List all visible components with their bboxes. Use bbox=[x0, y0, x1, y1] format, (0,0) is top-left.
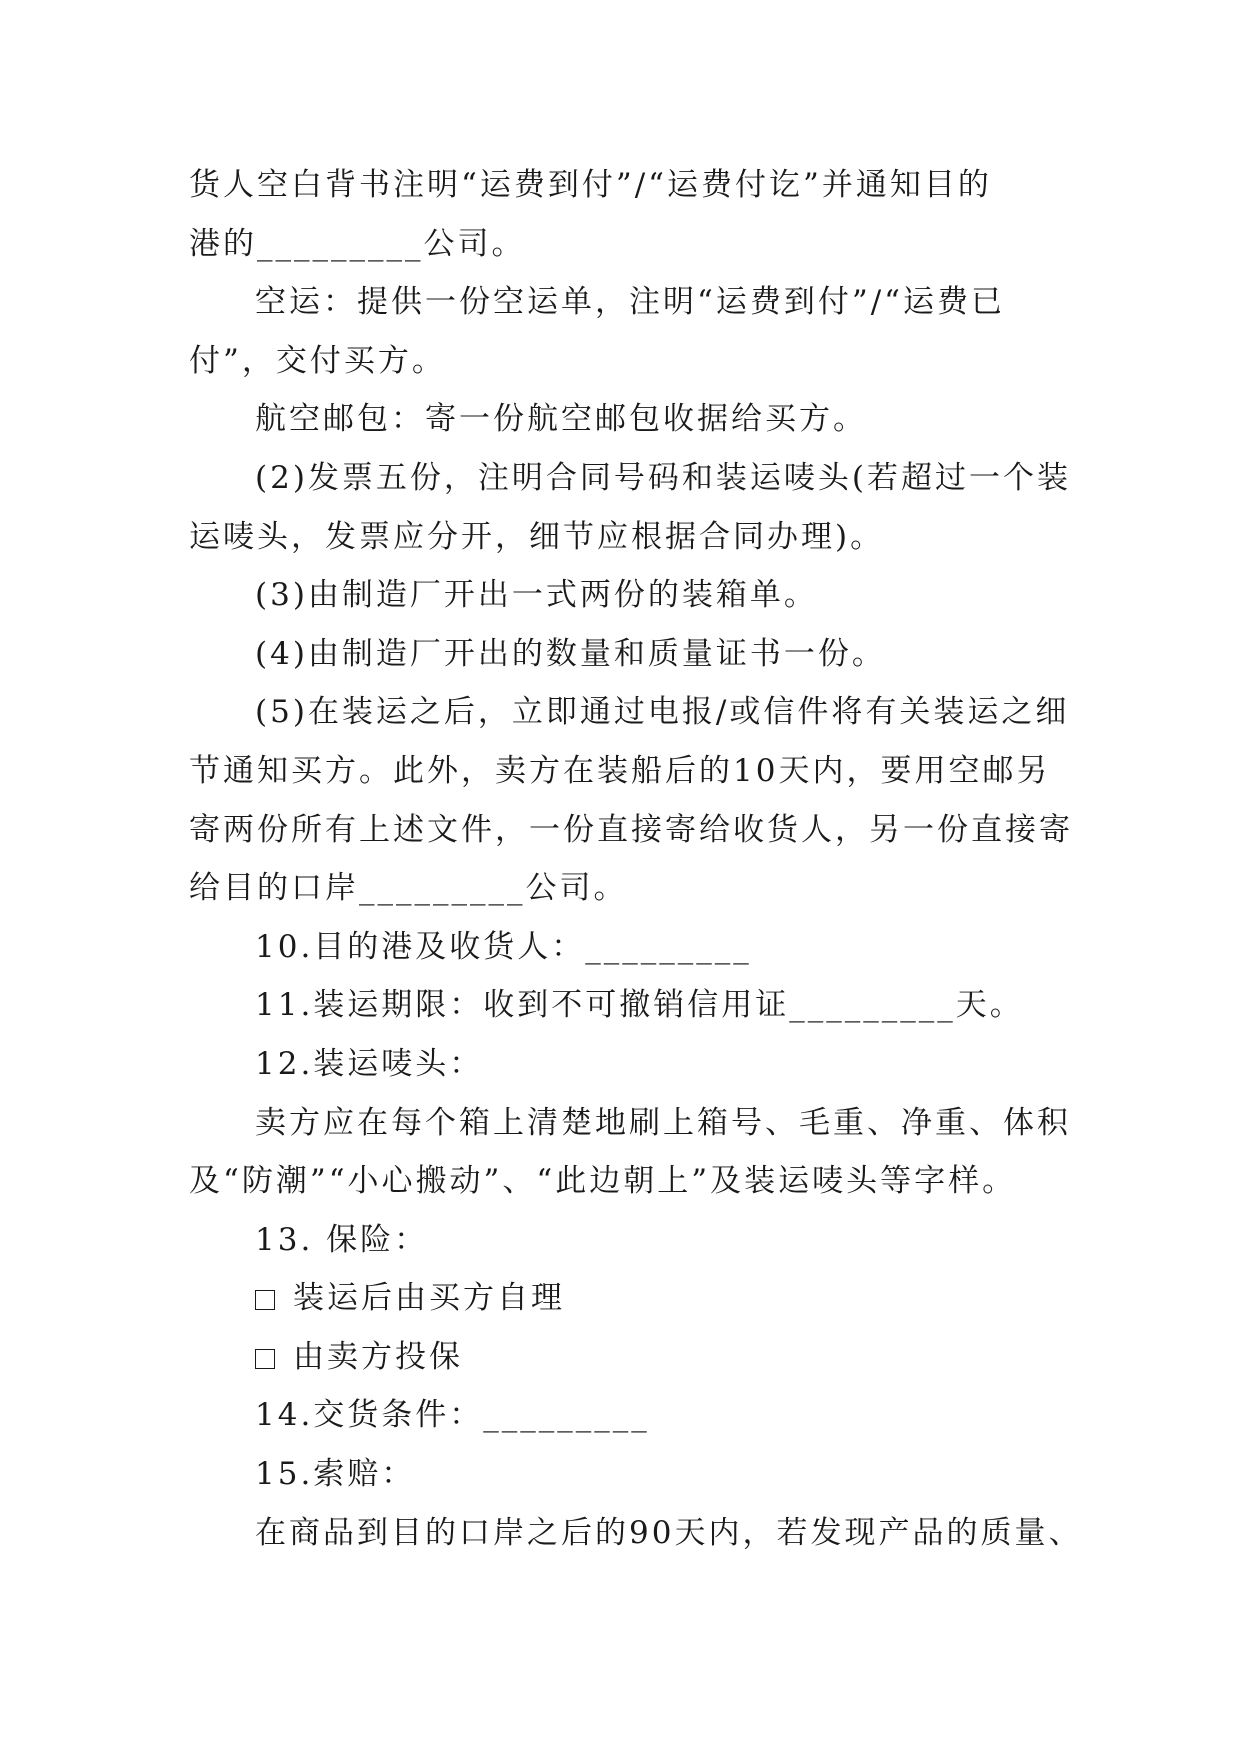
text-line: 货人空白背书注明“运费到付”/“运费付讫”并通知目的 bbox=[189, 167, 992, 203]
text-line: 运唛头，发票应分开，细节应根据合同办理)。 bbox=[189, 518, 885, 555]
checkbox-icon bbox=[255, 1290, 275, 1310]
text-line: 航空邮包：寄一份航空邮包收据给买方。 bbox=[255, 401, 867, 438]
text-line: 及“防潮”“小心搬动”、“此边朝上”及装运唛头等字样。 bbox=[189, 1163, 1017, 1200]
text-line: 15.索赔： bbox=[255, 1456, 416, 1493]
checkbox-label: 装运后由买方自理 bbox=[293, 1280, 565, 1317]
text-line: 10.目的港及收货人：_________ bbox=[255, 928, 752, 965]
checkbox-option-buyer-insures bbox=[189, 1269, 1069, 1328]
text-line: (5)在装运之后，立即通过电报/或信件将有关装运之细 bbox=[255, 694, 1070, 731]
checkbox-option-seller-insures bbox=[189, 1328, 1069, 1387]
text-line: (2)发票五份，注明合同号码和装运唛头(若超过一个装 bbox=[255, 459, 1072, 496]
checkbox-label: 由卖方投保 bbox=[293, 1338, 463, 1375]
text-line: (4)由制造厂开出的数量和质量证书一份。 bbox=[255, 635, 886, 672]
text-line: 寄两份所有上述文件，一份直接寄给收货人，另一份直接寄 bbox=[189, 811, 1073, 848]
checkbox-icon bbox=[255, 1349, 275, 1369]
text-line: 空运：提供一份空运单，注明“运费到付”/“运费已 bbox=[255, 284, 1005, 321]
text-line: 11.装运期限：收到不可撤销信用证_________天。 bbox=[255, 987, 1024, 1024]
text-line: 13. 保险： bbox=[255, 1221, 429, 1258]
text-line: (3)由制造厂开出一式两份的装箱单。 bbox=[255, 577, 818, 614]
text-line: 在商品到目的口岸之后的90天内，若发现产品的质量、 bbox=[255, 1514, 1083, 1551]
text-line: 节通知买方。此外，卖方在装船后的10天内，要用空邮另 bbox=[189, 752, 1051, 789]
text-line: 14.交货条件：_________ bbox=[255, 1397, 650, 1434]
document-body bbox=[189, 156, 1083, 1562]
text-line: 卖方应在每个箱上清楚地刷上箱号、毛重、净重、体积 bbox=[255, 1104, 1071, 1141]
text-line: 给目的口岸_________公司。 bbox=[189, 870, 628, 907]
text-line: 付”，交付买方。 bbox=[189, 342, 446, 379]
text-line: 12.装运唛头： bbox=[255, 1045, 484, 1082]
text-line: 港的_________公司。 bbox=[189, 225, 526, 262]
